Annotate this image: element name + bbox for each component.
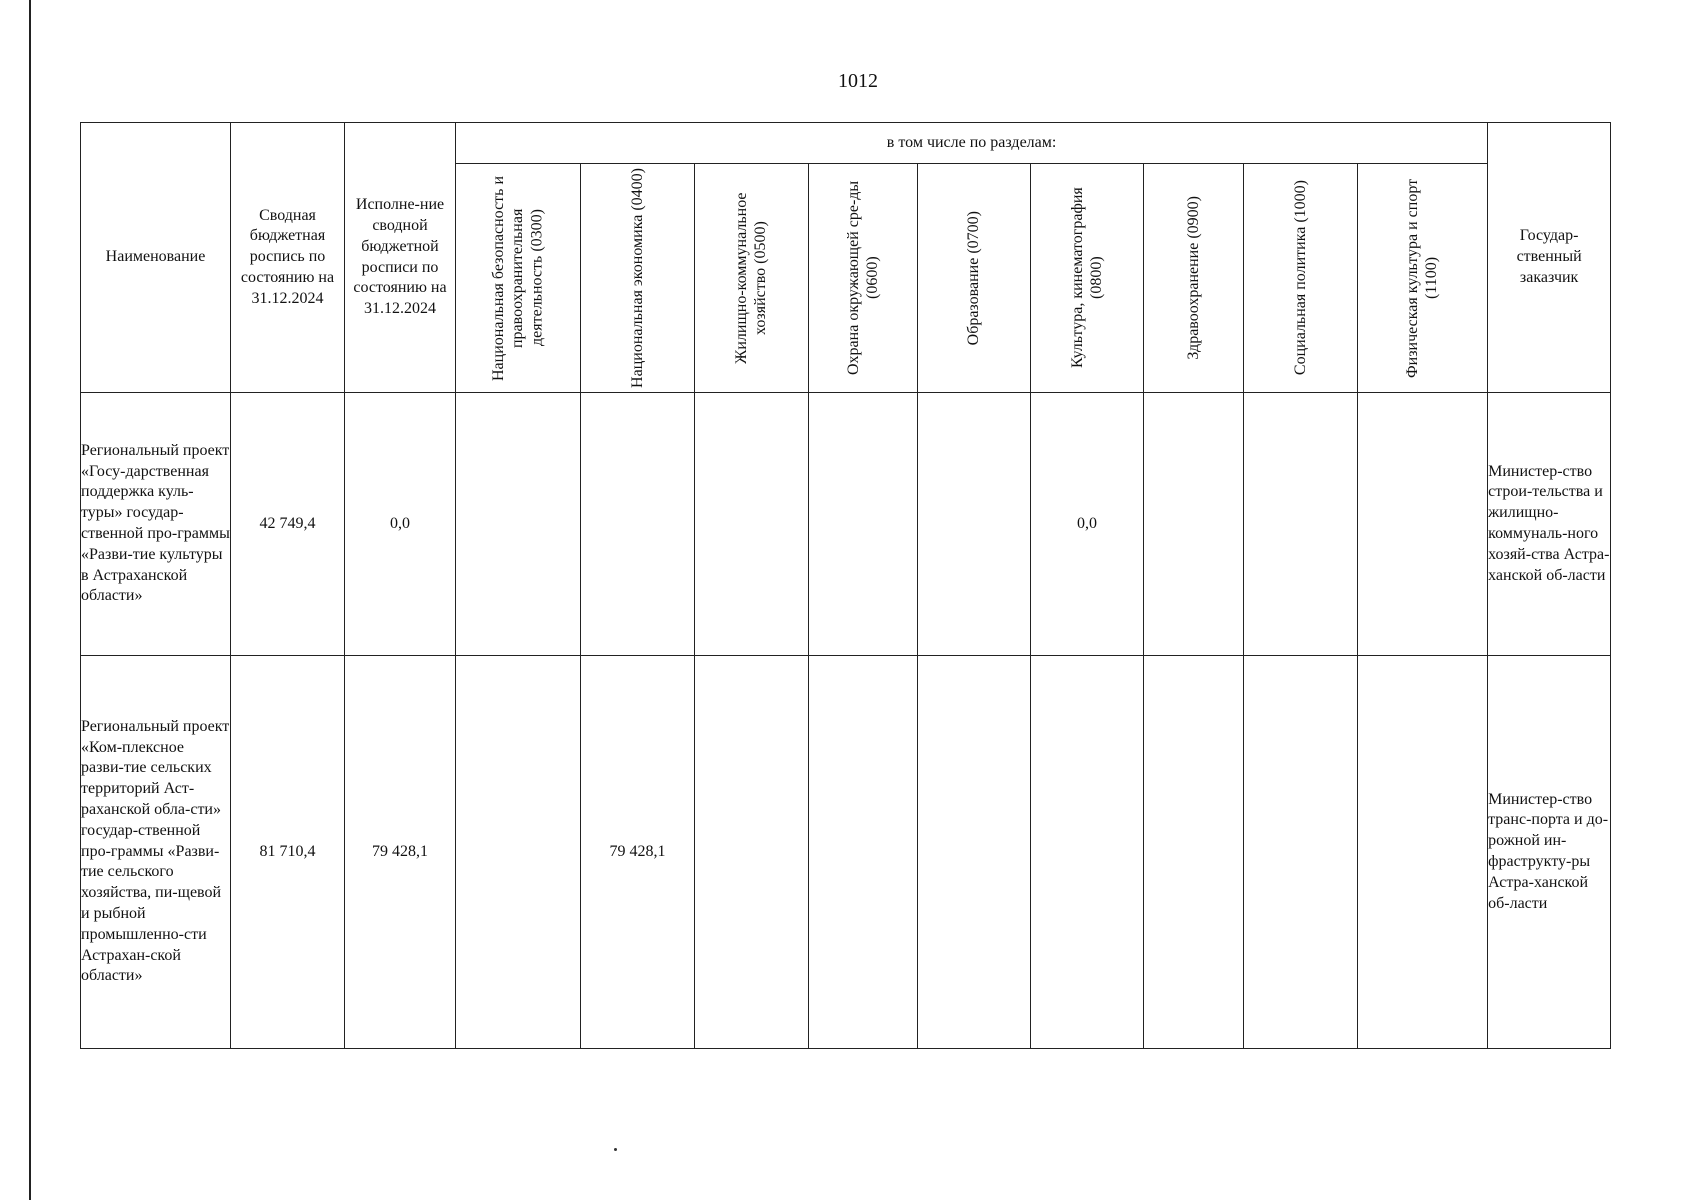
header-row-top [81, 123, 1611, 164]
table-row [81, 393, 1611, 656]
header-section-1000 [1244, 164, 1358, 393]
section-0700-cell [918, 656, 1031, 1049]
header-section-label: Физическая культура и спорт (1100) [1404, 178, 1441, 378]
header-section-label: Культура, кинематография (0800) [1068, 187, 1105, 369]
budget-plan-cell: 81 710,4 [231, 656, 345, 1049]
section-1100-cell [1358, 656, 1488, 1049]
page-margin-rule [29, 0, 31, 1200]
project-name-cell: Региональный проект «Ком-плексное разви-тие сельских территорий Аст-раханской обла-сти» государ-ственной про-граммы «Разви-тие сельского хозяйства, пи-щевой и рыбной промышленно-сти Астрахан-ской области» [81, 656, 231, 1049]
header-section-label: Национальная экономика (0400) [628, 168, 646, 388]
budget-table [80, 122, 1611, 1049]
header-section-0300 [456, 164, 581, 393]
section-0700-cell [918, 393, 1031, 656]
header-section-1100 [1358, 164, 1488, 393]
section-0600-cell [809, 393, 918, 656]
header-sections-group: в том числе по разделам: [456, 123, 1488, 164]
table-row [81, 656, 1611, 1049]
header-name: Наименование [81, 123, 231, 393]
header-section-label: Социальная политика (1000) [1291, 180, 1309, 376]
project-name-cell: Региональный проект «Госу-дарственная поддержка куль-туры» государ-ственной про-граммы «Разви-тие культуры в Астраханской области» [81, 393, 231, 656]
section-0400-cell [581, 393, 695, 656]
section-0300-cell [456, 656, 581, 1049]
section-1000-cell [1244, 393, 1358, 656]
section-1100-cell [1358, 393, 1488, 656]
header-section-0800 [1031, 164, 1144, 393]
header-execution: Исполне-ние сводной бюджетной росписи по состоянию на 31.12.2024 [345, 123, 456, 393]
section-1000-cell [1244, 656, 1358, 1049]
header-section-label: Здравоохранение (0900) [1184, 196, 1202, 360]
customer-cell: Министер-ство строи-тельства и жилищно-коммуналь-ного хозяй-ства Астра-ханской об-ласти [1488, 393, 1611, 656]
header-section-0400 [581, 164, 695, 393]
header-section-0700 [918, 164, 1031, 393]
header-budget-plan: Сводная бюджетная роспись по состоянию на 31.12.2024 [231, 123, 345, 393]
execution-cell: 79 428,1 [345, 656, 456, 1049]
header-section-label: Образование (0700) [965, 210, 983, 346]
header-customer: Государ-ственный заказчик [1488, 123, 1611, 393]
section-0800-cell: 0,0 [1031, 393, 1144, 656]
header-section-label: Охрана окружающей сре-ды (0600) [844, 180, 881, 376]
section-0800-cell [1031, 656, 1144, 1049]
header-section-label: Национальная безопасность и правоохранительная деятельность (0300) [490, 175, 546, 381]
section-0900-cell [1144, 656, 1244, 1049]
section-0600-cell [809, 656, 918, 1049]
execution-cell: 0,0 [345, 393, 456, 656]
section-0500-cell [695, 656, 809, 1049]
budget-plan-cell: 42 749,4 [231, 393, 345, 656]
section-0500-cell [695, 393, 809, 656]
scan-speck [614, 1148, 617, 1151]
page-number: 1012 [838, 70, 878, 92]
header-section-0500 [695, 164, 809, 393]
header-section-0900 [1144, 164, 1244, 393]
header-section-0600 [809, 164, 918, 393]
section-0400-cell: 79 428,1 [581, 656, 695, 1049]
section-0900-cell [1144, 393, 1244, 656]
header-section-label: Жилищно-коммунальное хозяйство (0500) [733, 192, 770, 364]
customer-cell: Министер-ство транс-порта и до-рожной ин-фраструкту-ры Астра-ханской об-ласти [1488, 656, 1611, 1049]
section-0300-cell [456, 393, 581, 656]
